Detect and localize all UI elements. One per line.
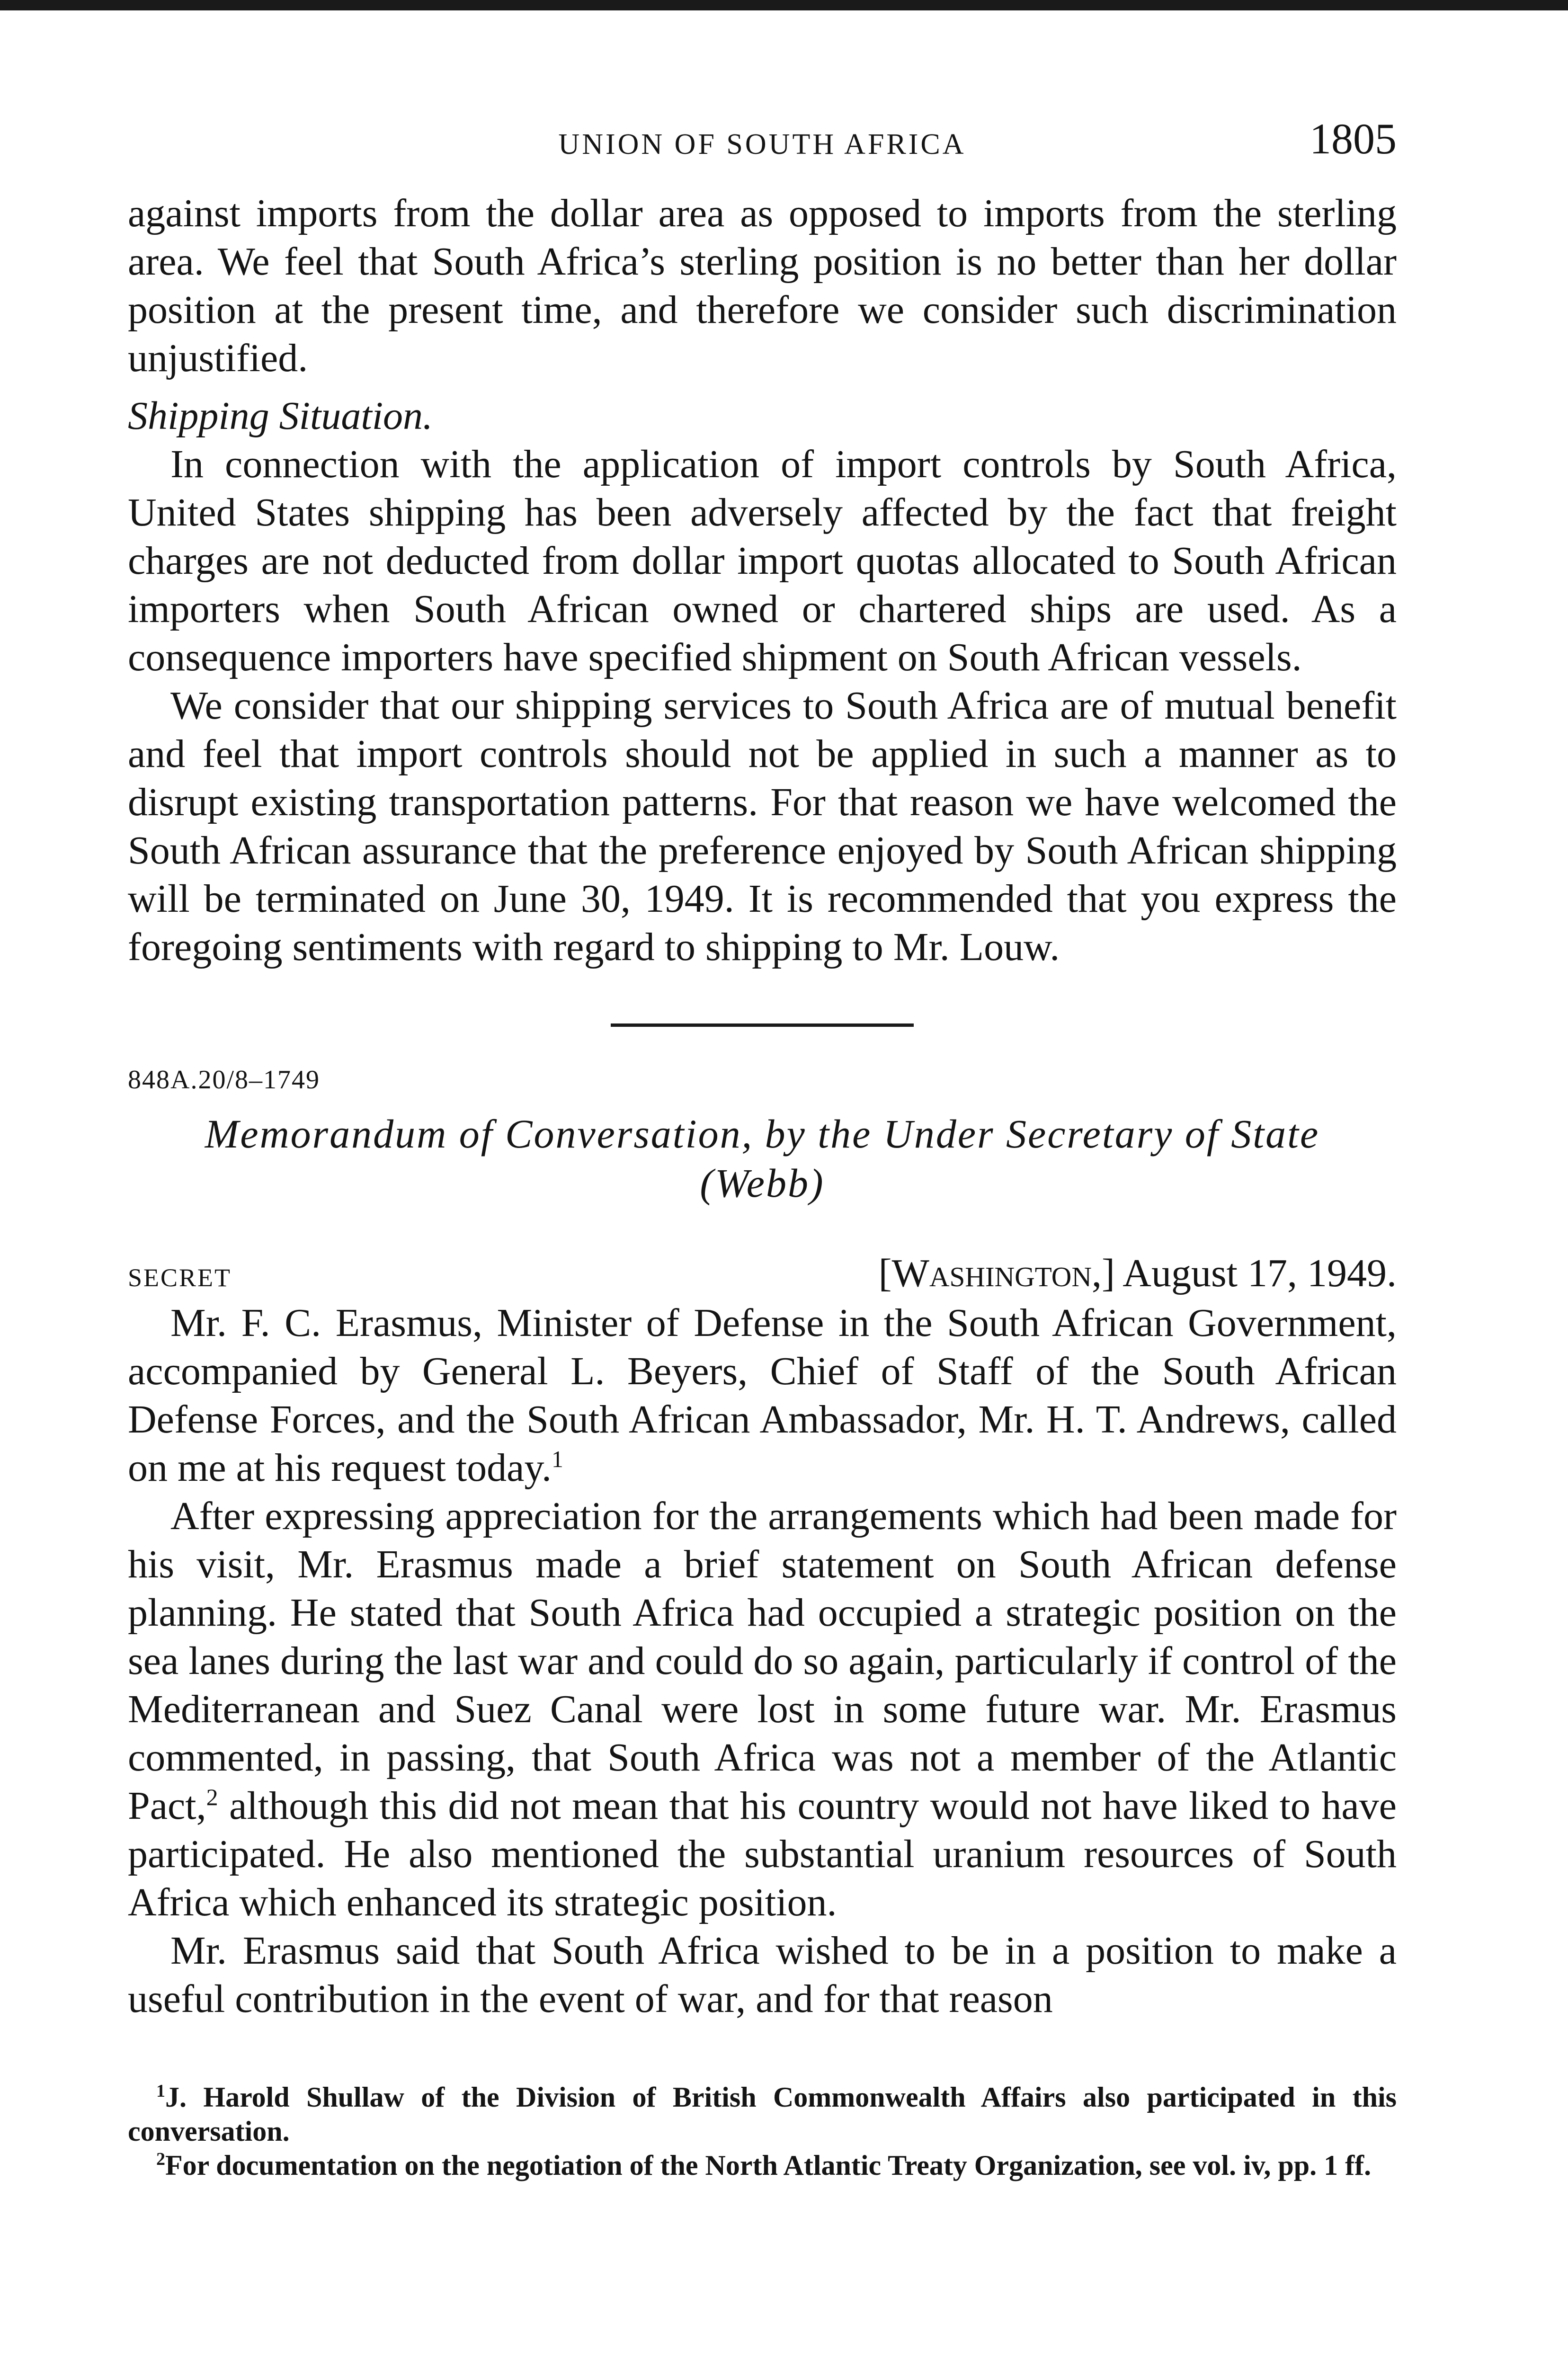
paragraph-defense-planning: [128, 1492, 1397, 1927]
paragraph-shipping-controls: In connection with the application of import controls by South Africa, United States shipping has been adversely affected by the fact that freight charges are not deducted from dollar import quotas allocated to South African importers when South African owned or chartered ships are used. As a consequence importers have specified shipment on South African vessels.: [128, 442, 1397, 679]
footnote-1: [128, 2080, 1397, 2148]
running-title: UNION OF SOUTH AFRICA: [558, 128, 966, 160]
paragraph-erasmus-visit: [128, 1299, 1397, 1492]
footnote-2: [128, 2148, 1397, 2182]
document-page: [128, 114, 1397, 2182]
running-header: [128, 114, 1397, 189]
place-and-date: [879, 1250, 1397, 1296]
footnote-2-text: For documentation on the negotiation of the North Atlantic Treaty Organization, see vol. iv, pp. 1 ff.: [165, 2150, 1372, 2181]
page-number: 1805: [1310, 115, 1397, 163]
paragraph-defense-planning-text-a: After expressing appreciation for the arrangements which had been made for his visit, Mr. Erasmus made a brief statement on South African defense planning. He stated that South Africa had occupied a strategic position on the sea lanes during the last war and could do so again, particularly if control of the Mediterranean and Suez Canal were lost in some future war. Mr. Erasmus commented, in passing, that South Africa was not a member of the Atlantic Pact,: [128, 1494, 1397, 1828]
footnotes: [128, 2080, 1397, 2182]
memo-date: August 17, 1949.: [1123, 1251, 1397, 1295]
footnote-ref-1: 1: [552, 1446, 564, 1472]
paragraph-shipping-services: We consider that our shipping services to South Africa are of mutual benefit and feel that import controls should not be applied in such a manner as to disrupt existing transportation patterns. For that reason we have welcomed the South African assurance that the preference enjoyed by South African shipping will be terminated on June 30, 1949. It is recommended that you express the foregoing sentiments with regard to shipping to Mr. Louw.: [128, 684, 1397, 969]
subheading-shipping-situation: Shipping Situation.: [128, 394, 433, 438]
footnote-marker-1: 1: [156, 2081, 165, 2101]
footnote-1-text: J. Harold Shullaw of the Division of British Commonwealth Affairs also participated in this conversation.: [128, 2082, 1397, 2147]
memo-title-text: Memorandum of Conversation, by the Under Secretary of State: [205, 1111, 1320, 1157]
footnote-marker-2: 2: [156, 2149, 165, 2169]
memo-title: [128, 1109, 1397, 1208]
classification-label: SECRET: [128, 1264, 232, 1292]
dateline: [128, 1250, 1397, 1296]
footnote-ref-2: 2: [206, 1784, 218, 1810]
paragraph-import-discrimination: against imports from the dollar area as opposed to imports from the sterling area. We feel that South Africa’s sterling position is no better than her dollar position at the present time, and therefore we consider such discrimination unjustified.: [128, 191, 1397, 380]
paragraph-erasmus-visit-text: Mr. F. C. Erasmus, Minister of Defense in the South African Government, accompanied by General L. Beyers, Chief of Staff of the South African Defense Forces, and the South African Ambassador, Mr. H. T. Andrews, called on me at his request today.: [128, 1301, 1397, 1490]
top-edge-rule: [0, 0, 1568, 10]
file-number: 848A.20/8–1749: [128, 1065, 320, 1095]
paragraph-contribution: Mr. Erasmus said that South Africa wished to be in a position to make a useful contribution in the event of war, and for that reason: [128, 1929, 1397, 2021]
paragraph-defense-planning-text-b: although this did not mean that his country would not have liked to have participated. He also mentioned the substantial uranium resources of South Africa which enhanced its strategic position.: [128, 1784, 1397, 1924]
section-divider: [611, 1023, 914, 1027]
memo-author: (Webb): [700, 1160, 825, 1206]
place: [Washington,]: [878, 1251, 1115, 1295]
